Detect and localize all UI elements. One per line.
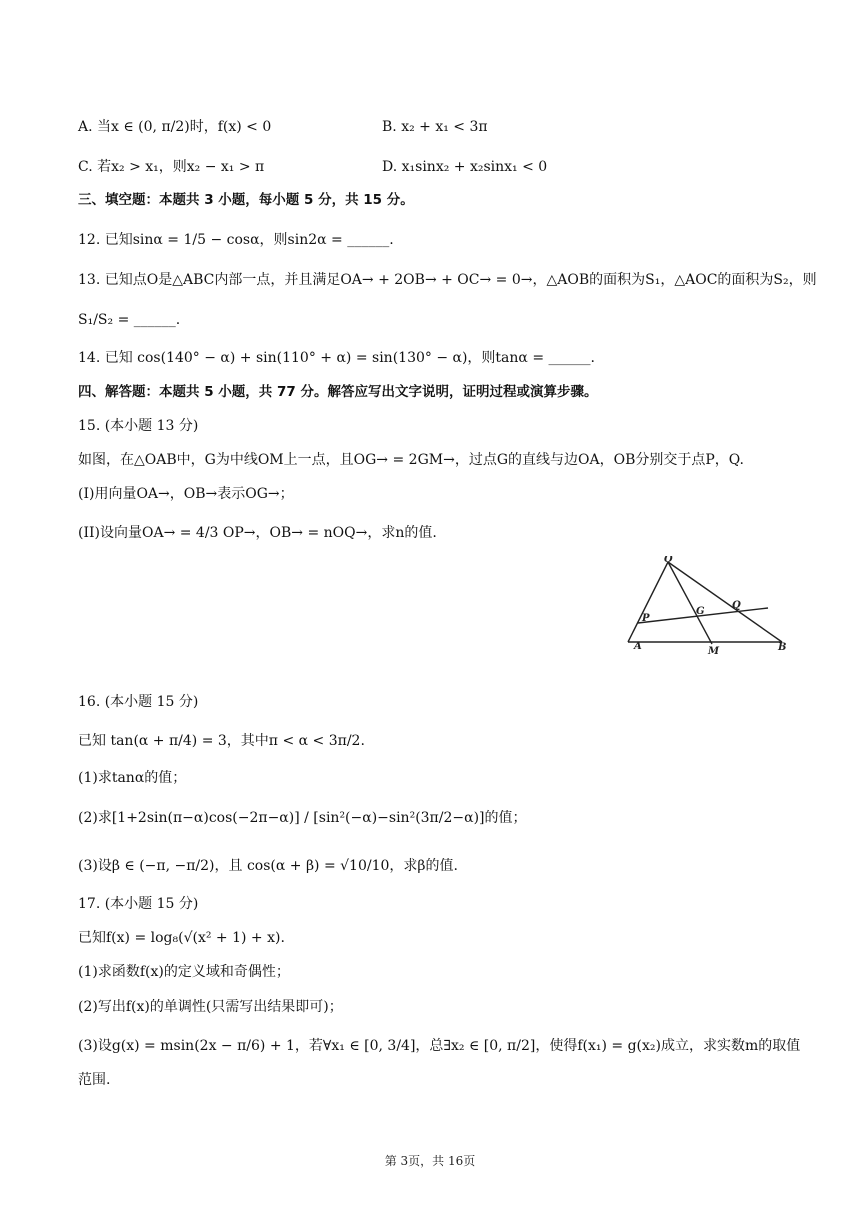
- q13-line2: S₁/S₂ = ______.: [78, 312, 181, 328]
- q17-part3-line2: 范围.: [78, 1072, 111, 1088]
- q11-option-b: B. x₂ + x₁ < 3π: [382, 119, 488, 135]
- label-o: O: [664, 556, 673, 565]
- section4-heading: 四、解答题：本题共 5 小题，共 77 分。解答应写出文字说明，证明过程或演算步骤。: [78, 384, 598, 400]
- q11-option-a: A. 当x ∈ (0, π/2)时，f(x) < 0: [78, 119, 272, 135]
- section3-heading: 三、填空题：本题共 3 小题，每小题 5 分，共 15 分。: [78, 192, 414, 208]
- q13-line1: 13. 已知点O是△ABC内部一点，并且满足OA→ + 2OB→ + OC→ = 0→，△AOB的面积为S₁，△AOC的面积为S₂，则: [78, 272, 817, 288]
- q16-part3: (3)设β ∈ (−π, −π/2)，且 cos(α + β) = √10/10，求β的值.: [78, 858, 458, 874]
- q11-option-c: C. 若x₂ > x₁，则x₂ − x₁ > π: [78, 159, 265, 175]
- q16-part2: (2)求[1+2sin(π−α)cos(−2π−α)] / [sin²(−α)−sin²(3π/2−α)]的值；: [78, 810, 527, 826]
- label-b: B: [778, 642, 787, 653]
- label-p: P: [642, 613, 650, 624]
- q15-stem: 如图，在△OAB中，G为中线OM上一点，且OG→ = 2GM→，过点G的直线与边OA，OB分别交于点P，Q.: [78, 452, 745, 468]
- q16-header: 16. (本小题 15 分): [78, 694, 199, 710]
- label-g: G: [696, 606, 705, 617]
- side-ob: [668, 562, 782, 642]
- q17-part1: (1)求函数f(x)的定义域和奇偶性；: [78, 964, 290, 980]
- label-a: A: [634, 641, 642, 652]
- side-oa: [628, 562, 668, 642]
- q14: 14. 已知 cos(140° − α) + sin(110° + α) = sin(130° − α)，则tanα = ______.: [78, 350, 595, 366]
- q17-part3-line1: (3)设g(x) = msin(2x − π/6) + 1，若∀x₁ ∈ [0, 3/4]，总∃x₂ ∈ [0, π/2]，使得f(x₁) = g(x₂)成立，求实数m的取值: [78, 1038, 801, 1054]
- page-footer: 第 3页，共 16页: [384, 1154, 476, 1168]
- q17-header: 17. (本小题 15 分): [78, 896, 199, 912]
- q16-part1: (1)求tanα的值；: [78, 770, 187, 786]
- q17-part2: (2)写出f(x)的单调性(只需写出结果即可)；: [78, 999, 343, 1015]
- triangle-figure: [620, 556, 795, 658]
- q17-stem: 已知f(x) = log₈(√(x² + 1) + x).: [78, 930, 285, 946]
- label-q: Q: [732, 600, 741, 611]
- q15-part1: (I)用向量OA→，OB→表示OG→；: [78, 486, 294, 502]
- q16-stem: 已知 tan(α + π/4) = 3，其中π < α < 3π/2.: [78, 733, 365, 749]
- q15-header: 15. (本小题 13 分): [78, 418, 199, 434]
- q12: 12. 已知sinα = 1/5 − cosα，则sin2α = ______.: [78, 232, 394, 248]
- label-m: M: [708, 646, 720, 657]
- q11-option-d: D. x₁sinx₂ + x₂sinx₁ < 0: [382, 159, 548, 175]
- q15-part2: (II)设向量OA→ = 4/3 OP→，OB→ = nOQ→，求n的值.: [78, 525, 437, 541]
- median-om: [668, 562, 712, 644]
